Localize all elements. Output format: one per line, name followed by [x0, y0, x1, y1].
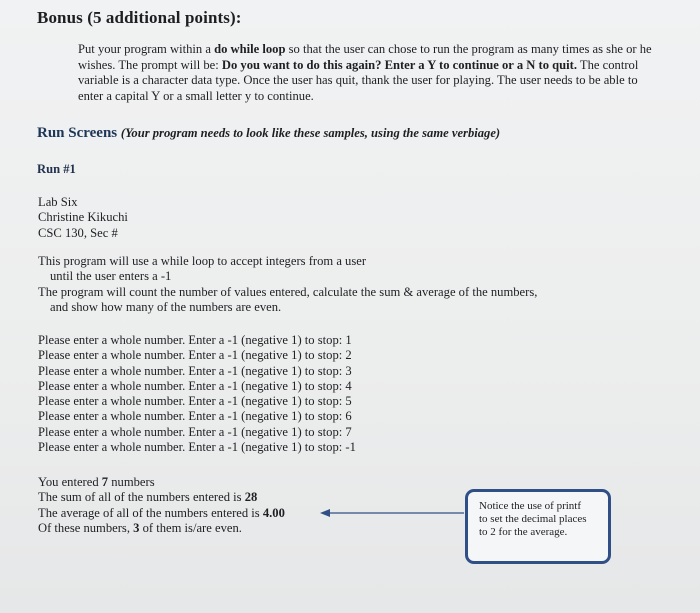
result-sum — [38, 490, 285, 505]
intro-line: This program will use a while loop to accept integers from a user — [38, 254, 367, 268]
result-value: 3 — [133, 520, 140, 535]
printf-note-box — [465, 489, 611, 564]
intro-line: The program will count the number of values entered, calculate the sum & average of the numbers, — [38, 284, 538, 299]
result-average — [38, 506, 285, 521]
program-intro — [38, 254, 537, 315]
prompt-line: Please enter a whole number. Enter a -1 (negative 1) to stop: 4 — [38, 378, 352, 393]
result-value: 28 — [244, 490, 258, 505]
prompt-line: Please enter a whole number. Enter a -1 (negative 1) to stop: -1 — [38, 440, 356, 455]
run-screens-title — [37, 125, 500, 142]
results-block — [38, 475, 285, 536]
prompt-line: Please enter a whole number. Enter a -1 (negative 1) to stop: 2 — [38, 348, 352, 363]
note-line: to set the decimal places — [479, 512, 587, 525]
note-line: to 2 for the average. — [479, 525, 568, 538]
run-screens-label: Run Screens — [37, 125, 118, 141]
result-text: Of these numbers, — [38, 520, 134, 535]
result-value: 7 — [101, 475, 109, 489]
result-even — [38, 521, 285, 536]
result-text: The sum of all of the numbers entered is — [38, 490, 245, 505]
instr-text-1: Put your program within a — [78, 42, 215, 56]
instr-text-3: The control variable is a character data type. Once the user has quit, thank the user for playing. The user needs to be able to enter a capital Y or a small letter y to continue. — [78, 57, 639, 103]
run-screens-subtitle: (Your program needs to look like these samples, using the same verbiage) — [120, 126, 501, 140]
instr-text-2: so that the user can chose to run the program as many times as she or he wishes. The prompt will be: — [78, 42, 652, 72]
intro-line: until the user enters a -1 — [50, 269, 172, 284]
prompt-line: Please enter a whole number. Enter a -1 (negative 1) to stop: 6 — [38, 409, 352, 424]
program-header — [38, 195, 128, 241]
header-line: Christine Kikuchi — [38, 210, 128, 225]
prompt-line: Please enter a whole number. Enter a -1 (negative 1) to stop: 1 — [38, 333, 352, 347]
arrow-left-icon — [318, 504, 466, 520]
instr-bold-do-while: do while loop — [214, 42, 286, 56]
header-line: Lab Six — [38, 195, 78, 209]
prompt-line: Please enter a whole number. Enter a -1 (negative 1) to stop: 7 — [38, 424, 352, 439]
result-text: You entered — [38, 475, 102, 489]
result-text: of them is/are even. — [139, 520, 242, 535]
bonus-instructions — [78, 42, 663, 104]
result-text: numbers — [108, 475, 155, 489]
bonus-heading: Bonus (5 additional points): — [37, 8, 242, 27]
header-line: CSC 130, Sec # — [38, 225, 118, 240]
intro-line: and show how many of the numbers are even. — [50, 299, 282, 314]
prompt-list — [38, 333, 356, 455]
result-text: The average of all of the numbers entered is — [38, 505, 263, 520]
result-value: 4.00 — [262, 505, 285, 520]
prompt-line: Please enter a whole number. Enter a -1 (negative 1) to stop: 5 — [38, 394, 352, 409]
run-number-label: Run #1 — [37, 162, 76, 176]
note-line: Notice the use of printf — [479, 500, 582, 512]
result-entered — [38, 475, 285, 490]
instr-bold-prompt: Do you want to do this again? Enter a Y to continue or a N to quit. — [221, 57, 577, 72]
prompt-line: Please enter a whole number. Enter a -1 (negative 1) to stop: 3 — [38, 363, 352, 378]
